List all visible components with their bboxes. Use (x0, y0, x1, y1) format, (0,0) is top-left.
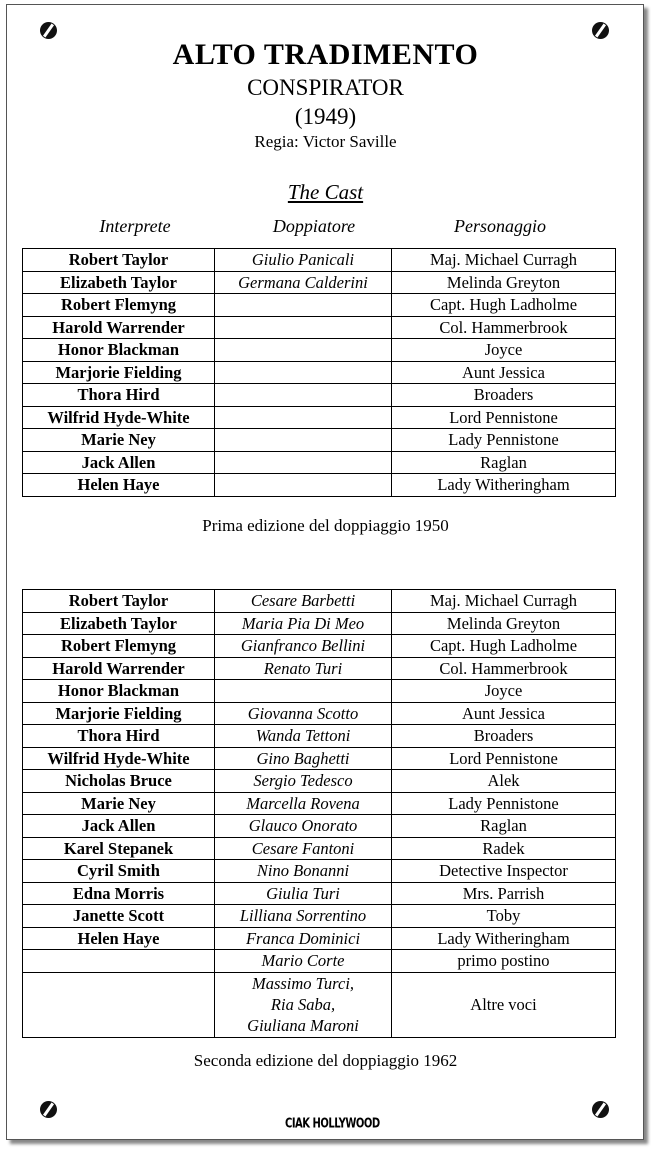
cell-dubber: Franca Dominici (215, 927, 392, 950)
table-row (23, 294, 616, 317)
table-row (23, 860, 616, 883)
cell-dubber: Gianfranco Bellini (215, 635, 392, 658)
cell-role: Alek (392, 770, 616, 793)
cell-actor: Helen Haye (23, 927, 215, 950)
cell-role: Raglan (392, 451, 616, 474)
cell-actor: Elizabeth Taylor (23, 271, 215, 294)
cell-dubber (215, 384, 392, 407)
cell-actor: Edna Morris (23, 882, 215, 905)
table-row (23, 590, 616, 613)
second-edition-caption: Seconda edizione del doppiaggio 1962 (193, 1051, 458, 1070)
table-row (23, 384, 616, 407)
cell-role: Lord Pennistone (392, 406, 616, 429)
first-edition-caption: Prima edizione del doppiaggio 1950 (202, 516, 449, 535)
cell-role: primo postino (392, 950, 616, 973)
cell-actor: Thora Hird (23, 384, 215, 407)
cell-actor: Thora Hird (23, 725, 215, 748)
dubber-line: Ria Saba, (270, 995, 336, 1014)
cell-actor: Robert Flemyng (23, 635, 215, 658)
table-row (23, 406, 616, 429)
table-row (23, 612, 616, 635)
cell-dubber: Wanda Tettoni (215, 725, 392, 748)
dubber-line: Giuliana Maroni (247, 1016, 359, 1035)
cell-dubber (215, 316, 392, 339)
cell-actor: Wilfrid Hyde-White (23, 406, 215, 429)
cell-actor: Cyril Smith (23, 860, 215, 883)
cell-dubber: Cesare Barbetti (215, 590, 392, 613)
table-row (23, 702, 616, 725)
table-row (23, 635, 616, 658)
cell-role: Detective Inspector (392, 860, 616, 883)
column-header-dubber: Doppiatore (272, 216, 356, 236)
cell-role: Joyce (392, 339, 616, 362)
cell-dubber: Renato Turi (215, 657, 392, 680)
cell-actor: Robert Flemyng (23, 294, 215, 317)
film-year: (1949) (294, 104, 357, 129)
table-row (23, 882, 616, 905)
cell-dubber (215, 406, 392, 429)
cell-actor (23, 972, 215, 1037)
cell-actor: Wilfrid Hyde-White (23, 747, 215, 770)
cell-actor: Honor Blackman (23, 339, 215, 362)
cell-dubber (215, 294, 392, 317)
cell-actor: Honor Blackman (23, 680, 215, 703)
cell-actor: Elizabeth Taylor (23, 612, 215, 635)
cell-actor: Robert Taylor (23, 249, 215, 272)
cell-dubber (215, 474, 392, 497)
cell-actor: Harold Warrender (23, 316, 215, 339)
cell-actor: Marie Ney (23, 792, 215, 815)
punch-hole-icon (592, 1101, 609, 1118)
cell-actor: Jack Allen (23, 815, 215, 838)
table-row (23, 680, 616, 703)
cell-role: Raglan (392, 815, 616, 838)
cell-actor: Robert Taylor (23, 590, 215, 613)
cell-dubber: Sergio Tedesco (215, 770, 392, 793)
cell-role: Aunt Jessica (392, 361, 616, 384)
cell-actor (23, 950, 215, 973)
director: Regia: Victor Saville (254, 132, 397, 151)
cell-role: Toby (392, 905, 616, 928)
cell-dubber: Nino Bonanni (215, 860, 392, 883)
table-row (23, 657, 616, 680)
cell-dubber: Giulio Panicali (215, 249, 392, 272)
cast-table-first-edition (22, 248, 616, 497)
cell-actor: Jack Allen (23, 451, 215, 474)
film-title: ALTO TRADIMENTO (172, 38, 479, 71)
cell-role: Lord Pennistone (392, 747, 616, 770)
table-row (23, 429, 616, 452)
cell-dubber: Lilliana Sorrentino (215, 905, 392, 928)
cell-role: Lady Pennistone (392, 792, 616, 815)
cell-dubber: Cesare Fantoni (215, 837, 392, 860)
table-row (23, 271, 616, 294)
cast-heading: The Cast (287, 180, 364, 204)
cell-role: Broaders (392, 384, 616, 407)
column-header-actor: Interprete (99, 216, 171, 236)
cell-dubber (215, 429, 392, 452)
cell-role: Col. Hammerbrook (392, 657, 616, 680)
cell-actor: Nicholas Bruce (23, 770, 215, 793)
cell-role: Aunt Jessica (392, 702, 616, 725)
cell-actor: Janette Scott (23, 905, 215, 928)
table-row (23, 815, 616, 838)
ciak-hollywood-logo: CIAK HOLLYWOOD (285, 1117, 380, 1132)
column-header-role: Personaggio (454, 216, 546, 236)
cell-role: Melinda Greyton (392, 612, 616, 635)
cell-actor: Marjorie Fielding (23, 361, 215, 384)
cell-role: Mrs. Parrish (392, 882, 616, 905)
table-row (23, 792, 616, 815)
cell-actor: Harold Warrender (23, 657, 215, 680)
cell-role: Melinda Greyton (392, 271, 616, 294)
cell-dubber: Germana Calderini (215, 271, 392, 294)
cell-dubber: Maria Pia Di Meo (215, 612, 392, 635)
table-row (23, 361, 616, 384)
cell-dubber: Marcella Rovena (215, 792, 392, 815)
cell-role: Altre voci (392, 972, 616, 1037)
table-row (23, 747, 616, 770)
cell-role: Lady Pennistone (392, 429, 616, 452)
original-title: CONSPIRATOR (247, 75, 404, 100)
cell-dubber (215, 680, 392, 703)
cell-role: Lady Witheringham (392, 474, 616, 497)
punch-hole-icon (40, 1101, 57, 1118)
cell-role: Maj. Michael Curragh (392, 249, 616, 272)
punch-hole-icon (40, 22, 57, 39)
table-row (23, 905, 616, 928)
cell-role: Capt. Hugh Ladholme (392, 294, 616, 317)
cell-role: Col. Hammerbrook (392, 316, 616, 339)
table-row (23, 725, 616, 748)
table-row (23, 316, 616, 339)
cell-dubber (215, 451, 392, 474)
cell-actor: Marjorie Fielding (23, 702, 215, 725)
punch-hole-icon (592, 22, 609, 39)
cell-role: Joyce (392, 680, 616, 703)
cell-role: Lady Witheringham (392, 927, 616, 950)
cell-actor: Karel Stepanek (23, 837, 215, 860)
cell-dubber: Giovanna Scotto (215, 702, 392, 725)
table-row (23, 474, 616, 497)
cell-dubber: Giulia Turi (215, 882, 392, 905)
cell-actor: Marie Ney (23, 429, 215, 452)
cell-dubber: Gino Baghetti (215, 747, 392, 770)
table-row (23, 249, 616, 272)
cast-table-second-edition (22, 589, 616, 1038)
cell-dubber (215, 339, 392, 362)
table-row (23, 972, 616, 1037)
cell-role: Radek (392, 837, 616, 860)
cell-dubber: Glauco Onorato (215, 815, 392, 838)
table-row (23, 837, 616, 860)
table-row (23, 927, 616, 950)
cell-role: Maj. Michael Curragh (392, 590, 616, 613)
cell-role: Broaders (392, 725, 616, 748)
table-row (23, 950, 616, 973)
cell-role: Capt. Hugh Ladholme (392, 635, 616, 658)
cell-dubber: Mario Corte (215, 950, 392, 973)
dubber-line: Massimo Turci, (251, 974, 355, 993)
cell-actor: Helen Haye (23, 474, 215, 497)
cell-dubber (215, 972, 392, 1037)
table-row (23, 339, 616, 362)
cell-dubber (215, 361, 392, 384)
table-row (23, 451, 616, 474)
table-row (23, 770, 616, 793)
